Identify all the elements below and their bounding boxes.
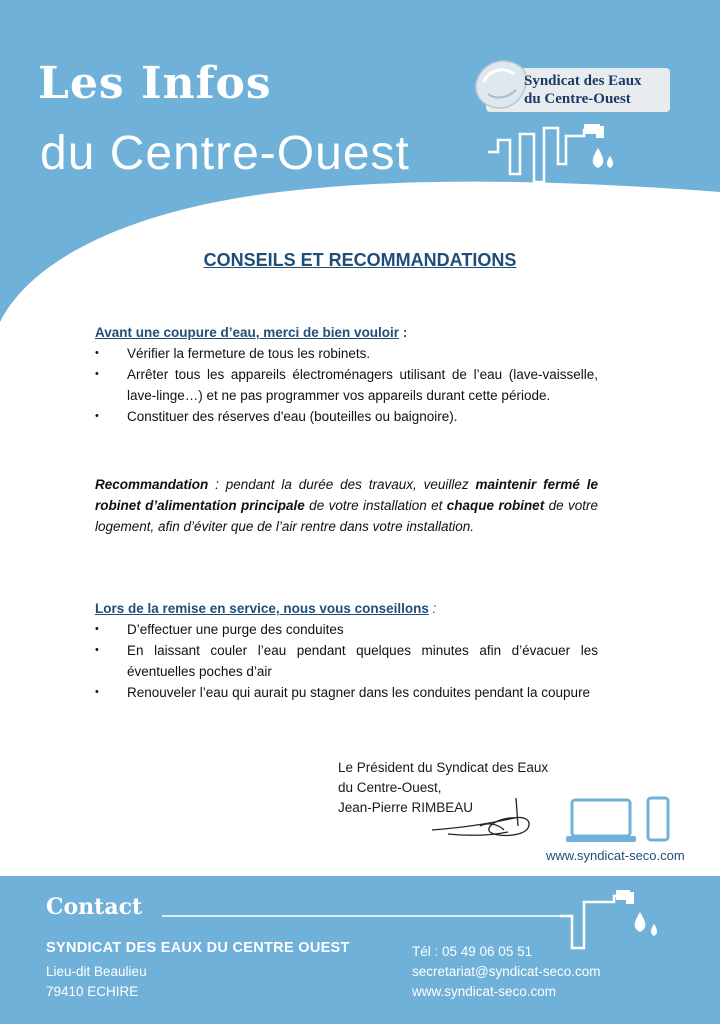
syndicat-logo: [466, 54, 670, 114]
logo-line-2: du Centre-Ouest: [524, 91, 631, 107]
contact-divider: [162, 914, 572, 918]
before-cut-heading-colon: :: [399, 325, 408, 340]
list-item: • Renouveler l’eau qui aurait pu stagner dans les conduites pendant la coupure: [95, 682, 598, 703]
recommendation-label: Recommandation: [95, 477, 209, 492]
recommendation-bold-2: chaque robinet: [446, 498, 545, 513]
title-line-1: Les Infos: [38, 58, 272, 109]
recommendation-part-2: de votre installation et: [304, 498, 447, 513]
before-cut-list: [95, 343, 598, 427]
after-service-heading-colon: :: [428, 601, 437, 616]
website-link[interactable]: www.syndicat-seco.com: [546, 848, 685, 863]
signature-line-2: du Centre-Ouest,: [338, 780, 442, 795]
address-line-1: Lieu-dit Beaulieu: [46, 964, 147, 979]
email-link[interactable]: secretariat@syndicat-seco.com: [412, 964, 601, 979]
address-block: [46, 962, 147, 1002]
address-line-2: 79410 ECHIRE: [46, 984, 139, 999]
after-service-heading-text: Lors de la remise en service, nous vous conseillons: [95, 601, 429, 616]
footer: [0, 876, 720, 1024]
logo-text: [524, 72, 642, 108]
before-cut-section: [95, 322, 598, 427]
signature-line-1: Le Président du Syndicat des Eaux: [338, 760, 549, 775]
contact-title: Contact: [46, 894, 143, 920]
organization-name: SYNDICAT DES EAUX DU CENTRE OUEST: [46, 940, 350, 956]
list-item: • Vérifier la fermeture de tous les robinets.: [95, 343, 598, 364]
laptop-phone-icon: [566, 796, 676, 846]
list-item: • En laissant couler l’eau pendant quelques minutes afin d’évacuer les éventuelles poches d’air: [95, 640, 598, 682]
list-item: • Constituer des réserves d'eau (bouteilles ou baignoire).: [95, 406, 598, 427]
recommendation-part-1: : pendant la durée des travaux, veuillez: [208, 477, 476, 492]
recommendation-bold-1: maintenir fermé le robinet d’alimentation principale: [95, 477, 598, 513]
handwritten-signature: [428, 796, 548, 846]
signature-line-3: Jean-Pierre RIMBEAU: [338, 800, 474, 815]
faucet-pipe-icon: [488, 112, 628, 192]
title-line-2: du Centre-Ouest: [40, 127, 410, 180]
after-service-heading: [95, 598, 598, 619]
contact-details: [412, 942, 601, 1002]
footer-website-link[interactable]: www.syndicat-seco.com: [412, 984, 557, 999]
list-item: • Arrêter tous les appareils électroménagers utilisant de l’eau (lave-vaisselle, lave-linge…) et ne pas programmer vos appareils durant cette période.: [95, 364, 598, 406]
recommendation-paragraph: [95, 474, 598, 537]
section-title: CONSEILS ET RECOMMANDATIONS: [203, 250, 517, 270]
logo-line-1: Syndicat des Eaux: [524, 73, 642, 89]
phone-number[interactable]: Tél : 05 49 06 05 51: [412, 944, 533, 959]
after-service-section: [95, 598, 598, 703]
before-cut-heading-text: Avant une coupure d’eau, merci de bien vouloir: [95, 325, 400, 340]
after-service-list: [95, 619, 598, 703]
before-cut-heading: [95, 322, 598, 343]
recommendation-part-3: de votre logement, afin d’éviter que de l’air rentre dans votre installation.: [95, 498, 598, 534]
list-item: • D’effectuer une purge des conduites: [95, 619, 598, 640]
